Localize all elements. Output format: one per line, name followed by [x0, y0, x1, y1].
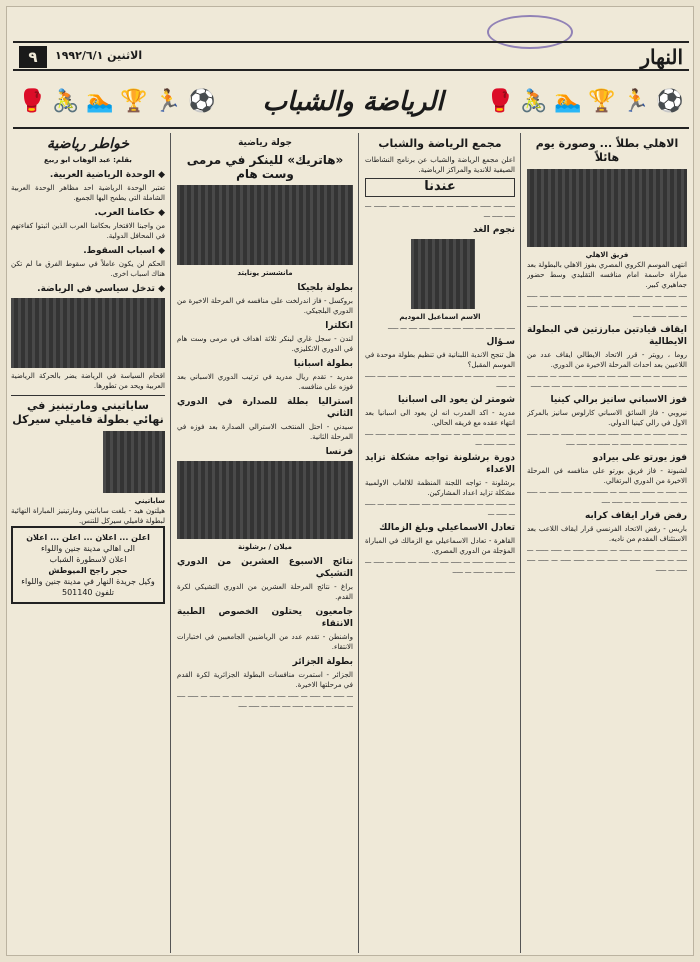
article-text: مدريد - اكد المدرب انه لن يعود الى اسبانيا بعد انتهاء عقده مع فريقه الحالي.: [365, 409, 515, 427]
byline: بقلم: عبد الوهاب ابو ربيع: [44, 156, 132, 164]
article-headline: ◆ الوحدة الرياضية العربية.: [11, 169, 165, 181]
article-text: الحكم لن يكون عاملاً في سقوط الفرق ما لم تكن هناك اسباب اخرى.: [11, 260, 165, 278]
article-headline: استراليا بطلة للصدارة في الدوري الثاني: [177, 397, 353, 419]
filler-text: ـــ ـــــ ــــ ـــــ ــــ ـــ ـــــ ــــ ـــــ ـــ ـــــ ـــ ـــــ ــــ ـــ ـــــ ـــــ ـــ: [365, 429, 515, 447]
article-headline: نجوم الغد: [473, 225, 515, 235]
cyclist-icon: 🚴: [520, 89, 548, 114]
team-photo: [527, 169, 687, 247]
article-headline: فرنسا: [325, 447, 353, 457]
article-headline: ساباتيني ومارتينيز في نهائي بطولة فاميلي سيركل: [11, 395, 165, 427]
photo-caption: ميلان / برشلونة: [238, 543, 292, 551]
article-text: لشبونة - فاز فريق بورتو على منافسه في المرحلة الاخيرة من الدوري البرتغالي.: [527, 467, 687, 485]
paper-name: النهار: [640, 45, 683, 69]
player-photo: [103, 431, 165, 493]
classified-ad: [11, 526, 165, 604]
section-title: الرياضة والشباب: [262, 87, 444, 117]
article-text: براغ - نتائج المرحلة العشرين من الدوري التشيكي لكرة القدم.: [177, 583, 353, 601]
article-text: لندن - سجل غاري لينكر ثلاثة اهداف في مرمى وست هام في الدوري الانكليزي.: [177, 335, 353, 353]
article-headline: ◆ حكامنا العرب.: [11, 207, 165, 219]
article-headline: بطولة الجزائر: [292, 657, 353, 667]
ad-line: تلفون 501140: [61, 588, 115, 597]
article-headline: دورة برشلونة تواجه مشكلة تزايد الاعداء: [365, 453, 515, 475]
article-headline: جامعيون يحتلون الخصوص الطبية الانتقاء: [177, 607, 353, 629]
article-headline: نتائج الاسبوع العشرين من الدوري التشيكي: [177, 557, 353, 579]
column-divider: [358, 133, 359, 953]
column-2: [365, 133, 515, 953]
article-headline: «هاتريك» للينكر في مرمى وست هام: [186, 153, 344, 181]
page-date: الاثنين ١٩٩٢/٦/١: [55, 49, 143, 62]
match-photo: [177, 461, 353, 539]
swimmer-icon: 🏊: [86, 89, 114, 114]
football-icon: ⚽: [656, 89, 684, 114]
column-3: [177, 133, 353, 953]
article-headline: بطولة بلجيكا: [297, 283, 353, 293]
boxing-icon: 🥊: [18, 89, 46, 114]
article-text: الجزائر - استمرت منافسات البطولة الجزائرية لكرة القدم في مرحلتها الاخيرة.: [177, 671, 353, 689]
column-divider: [170, 133, 171, 953]
photo-caption: فريق الاهلي: [585, 251, 629, 259]
photo-caption: مانشستر يونايتد: [237, 269, 293, 277]
filler-text: ـــــ ــــ ـــــ ـــ ــــــ ـــ ــــ ـــــ ــــ ـــ ـــــ ــــــ ـــ ـــــ ـــــ ـــ: [365, 201, 515, 219]
masthead: [13, 41, 689, 71]
ad-line: اعلن ... اعلان ... اعلن ... اعلان: [26, 533, 150, 542]
article-headline: الاهلي بطلاً ... وصورة يوم هائلاً: [535, 137, 679, 164]
ad-line: حجر راجح الميوطش: [48, 566, 128, 575]
ad-line: اعلان لاسطورة الشباب: [49, 555, 127, 564]
article-headline: رفض قرار ايقاف كرابه: [584, 511, 687, 521]
article-text: تعتبر الوحدة الرياضية احد مظاهر الوحدة العربية الشاملة التي يطمح اليها الجميع.: [11, 184, 165, 202]
player-photo: [411, 239, 475, 309]
football-icon: ⚽: [188, 89, 216, 114]
column-title: خواطر رياضية: [46, 136, 130, 152]
title-box: [365, 178, 515, 197]
article-headline: مجمع الرياضة والشباب: [378, 137, 502, 150]
article-headline: فوز الاسباني سانيز برالي كينيا: [550, 395, 687, 405]
article-headline: تعادل الاسماعيلي وبلغ الزمالك: [379, 523, 515, 533]
article-headline: ◆ تدخل سياسي في الرياضة.: [11, 283, 165, 295]
article-headline: شومتر لن يعود الى اسبانيا: [397, 395, 515, 405]
trophy-icon: 🏆: [120, 89, 148, 114]
photo-caption: الاسم اسماعيل الموديم: [399, 313, 481, 321]
section-banner: [13, 77, 689, 129]
article-text: هيلتون هيد - بلغت ساباتيني ومارتينيز المباراة النهائية لبطولة فاميلي سيركل للتنس.: [11, 507, 165, 525]
filler-text: ـــ ـــــ ــــ ـــــ ـــ ـــــ ــــ ـــ ـــــ ــــ ـــــ ـــ ـــــ ـــ ـــــ ــــ ـــ ـــــ ـــ ـــــ: [365, 557, 515, 575]
title-block: عندنا: [424, 179, 456, 194]
article-headline: فوز يورتو على بيرادو: [592, 453, 687, 463]
article-text: سيدني - احتل المنتخب الاسترالي الصدارة بعد فوزه في المرحلة الثانية.: [177, 423, 353, 441]
filler-text: ـــ ـــــ ــــ ـــــ ـــ ـــــ ــــ ـــ ـــــ ــــ ـــــ ـــ ـــــ ـــ ـــــ ــــ ـــ ـــــ ـــ ـــــ ـــ ـــــ ــــ ـــــ ـــ ـــــ ــــ: [177, 691, 353, 709]
article-text: انتهى الموسم الكروي المصري بفوز الاهلي بالبطولة بعد مباراة حاسمة امام منافسه التقليدي وسط حضور جماهيري كبير.: [527, 261, 687, 289]
column-4: [11, 133, 165, 953]
swimmer-icon: 🏊: [554, 89, 582, 114]
article-text: اعلن مجمع الرياضة والشباب عن برنامج النشاطات الصيفية للاندية والمراكز الرياضية.: [365, 156, 515, 174]
sport-icons-right: [485, 83, 685, 121]
article-text: القاهرة - تعادل الاسماعيلي مع الزمالك في المباراة المؤجلة من الدوري المصري.: [365, 537, 515, 555]
ad-line: وكيل جريدة النهار في مدينة جنين واللواء: [21, 577, 155, 586]
team-photo: [177, 185, 353, 265]
team-photo: [11, 298, 165, 368]
filler-text: ـــ ـــــ ــــ ـــــ ـــ ــــــ ـــ ـــــ ــــ ـــــ ـــ ـــــ ــــــ ـــ ـــــ ـــ ــــ ـــــ ـــــ ـــ ـــــ ــــ ـــ ـــــ ـــــ ـــ ـــــ ــــ ـــــ ـــ ـــــ: [527, 545, 687, 573]
photo-caption: ساباتيني: [134, 497, 165, 505]
column-divider: [520, 133, 521, 953]
filler-text: ــــ ــــــ ـــ ـــــ ــــــ ـــــ ــــ ـــــــ ـــ ــــــ ـــــ ــــ ـــــ ـــ ــــــ ـــــ ــــــ ـــ ـــــــ ــــ ـــــ ـــ ــــــ ـــــ ــــ ـــــ ـــ ـــــ ـــــــ ـــ ــــ: [527, 291, 687, 319]
article-text: برشلونة - تواجه اللجنة المنظمة للالعاب الاولمبية مشكلة تزايد اعداد المشاركين.: [365, 479, 515, 497]
article-text: واشنطن - تقدم عدد من الرياضيين الجامعيين في اختبارات الانتقاء.: [177, 633, 353, 651]
runner-icon: 🏃: [622, 89, 650, 114]
article-text: اقحام السياسة في الرياضة يضر بالحركة الرياضية العربية ويحد من تطورها.: [11, 372, 165, 390]
filler-text: ـــ ــــ ـــــ ـــــ ـــ ــــ ـــــ ـــ ــــ ــــــ ـــ ـــــ ــــ ـــــ ـــ ـــــ: [365, 371, 515, 389]
article-text: باريس - رفض الاتحاد الفرنسي قرار ايقاف اللاعب بعد الاستئناف المقدم من ناديه.: [527, 525, 687, 543]
article-text: هل تنجح الاندية اللبنانية في تنظيم بطولة موحدة في الموسم المقبل؟: [365, 351, 515, 369]
filler-text: ــــ ـــــــ ـــ ــــ ـــــ ـــــ ــــ ـــ ـــــــ ـــ ــــــ ـــ ـــــ ــــ ــــ ـــــــ ـــ ـــــ ــــ ــــ ـــــ ــــ ـــ ــــــ ـــــ ــــ ـــ ـــــ: [527, 371, 687, 389]
newspaper-page: [6, 6, 694, 956]
article-headline: سـؤال: [486, 337, 515, 347]
section-kicker: جولة رياضية: [238, 138, 292, 148]
article-headline: بطولة اسبانيا: [293, 359, 353, 369]
article-text: روما ، رويتر - قرر الاتحاد الايطالي ايقاف عدد من اللاعبين بعد احداث المرحلة الاخيرة من الدوري.: [527, 351, 687, 369]
ad-line: الى اهالي مدينة جنين واللواء: [40, 544, 136, 553]
filler-text: ـــ ـــــ ــــ ـــ ـــــ ــــ ـــــ ـــ ــــ ـــــ ــــ ـــــ ـــ ـــــ ـــ ـــــ ـــ: [365, 499, 515, 517]
sport-icons-left: [17, 83, 217, 121]
column-1: [527, 133, 687, 953]
cyclist-icon: 🚴: [52, 89, 80, 114]
boxing-icon: 🥊: [486, 89, 514, 114]
trophy-icon: 🏆: [588, 89, 616, 114]
article-headline: ◆ اسباب السقوط.: [11, 245, 165, 257]
filler-text: ـــ ـــــ ــــــ ـــ ــــ ـــــ ـــــ ــــ ـــ ـــــ ــــــ ـــ ـــــ ـــــ ــــ ـــ ـــــــ ـــ ـــــ ـــــ ـــ ــــــ ـــ ـــــ ــــ: [527, 429, 687, 447]
article-text: نيروبي - فاز السائق الاسباني كارلوس سانيز بالمركز الاول في رالي كينيا الدولي.: [527, 409, 687, 427]
article-headline: ايقاف قيادتين مبارزتين في البطولة الايطالية: [527, 325, 687, 347]
runner-icon: 🏃: [154, 89, 182, 114]
article-text: بروكسل - فاز اندرلخت على منافسه في المرحلة الاخيرة من الدوري البلجيكي.: [177, 297, 353, 315]
article-text: مدريد - تقدم ريال مدريد في ترتيب الدوري الاسباني بعد فوزه على منافسه.: [177, 373, 353, 391]
filler-text: ــــ ـــــ ـــ ــــــ ـــــ ــــ ـــ ـــــــ ـــ ــــ ـــــ ـــــ ـــ ـــــ ـــ ــــ ـــــ ـــــــ ـــ ـــ ـــــ ــــ: [527, 487, 687, 505]
filler-text: ــــ ـــــ ـــ ــــ ـــــ ــــ ـــ ـــــ ـــــ ــــ ـــ ـــــ: [387, 323, 515, 331]
article-headline: انكلترا: [325, 321, 353, 331]
article-text: من واجبنا الافتخار بحكامنا العرب الذين اثبتوا كفاءتهم في المحافل الدولية.: [11, 222, 165, 240]
page-number: ٩: [19, 46, 47, 68]
